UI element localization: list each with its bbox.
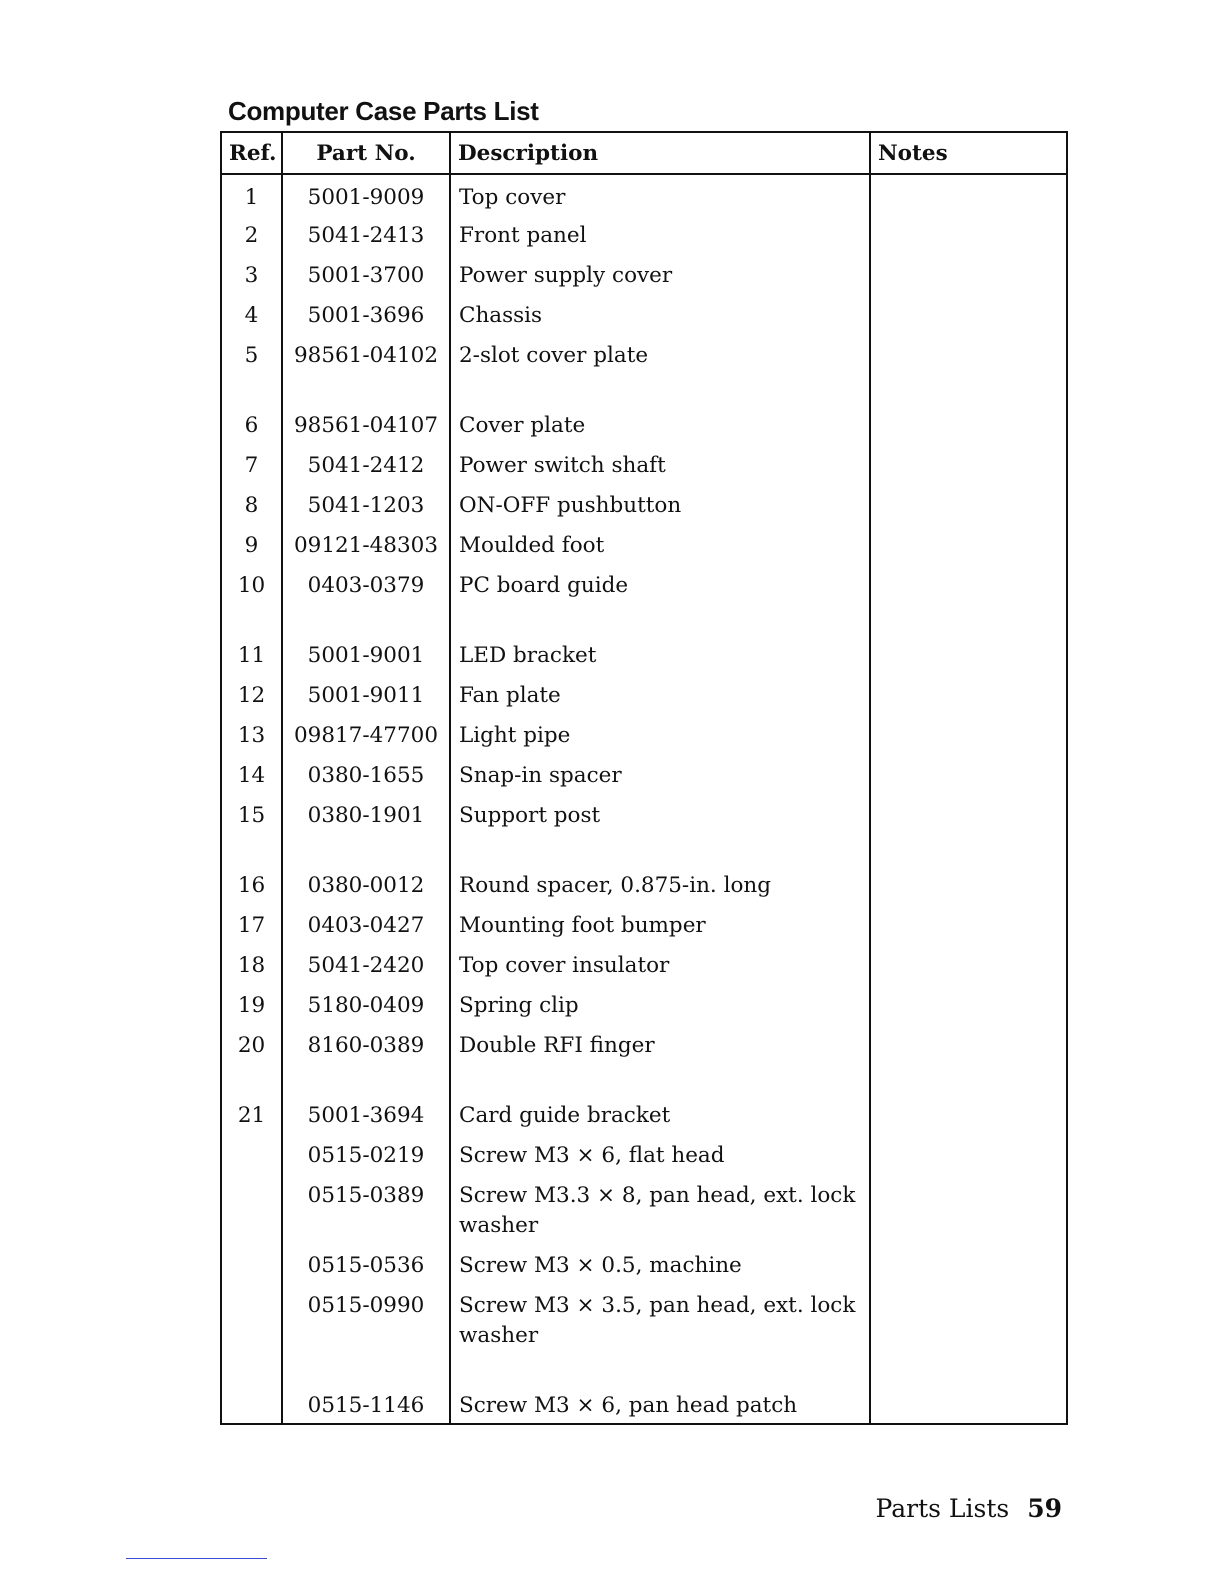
table-row [221,944,1067,984]
cell-description: Snap-in spacer [450,754,870,794]
cell-description: Mounting foot bumper [450,904,870,944]
cell-part-no: 5180-0409 [282,984,450,1024]
cell-part-no: 0515-0389 [282,1174,450,1244]
footer-section: Parts Lists [875,1494,1010,1523]
cell-description: Support post [450,794,870,834]
table-row [221,254,1067,294]
cell-ref: 8 [221,484,282,524]
cell-ref: 14 [221,754,282,794]
cell-description: Top cover [450,174,870,214]
table-row [221,564,1067,604]
cell-notes [870,524,1067,564]
cell-notes [870,374,1067,444]
cell-ref [221,1384,282,1424]
cell-part-no: 5041-2412 [282,444,450,484]
cell-part-no: 98561-04107 [282,374,450,444]
table-row [221,1174,1067,1244]
cell-ref [221,1284,282,1384]
cell-ref: 7 [221,444,282,484]
cell-notes [870,484,1067,524]
cell-notes [870,754,1067,794]
cell-notes [870,294,1067,334]
cell-part-no: 98561-04102 [282,334,450,374]
cell-notes [870,714,1067,754]
header-notes: Notes [870,132,1067,174]
cell-part-no: 0403-0379 [282,564,450,604]
cell-notes [870,1284,1067,1384]
cell-description: Cover plate [450,374,870,444]
cell-ref: 21 [221,1064,282,1134]
cell-description: Power switch shaft [450,444,870,484]
header-description: Description [450,132,870,174]
table-row [221,834,1067,904]
cell-description: PC board guide [450,564,870,604]
cell-part-no: 5001-3700 [282,254,450,294]
cell-notes [870,1174,1067,1244]
cell-part-no: 5041-1203 [282,484,450,524]
cell-description: Top cover insulator [450,944,870,984]
cell-ref: 12 [221,674,282,714]
cell-description: Fan plate [450,674,870,714]
parts-table [220,131,1068,1425]
cell-description: Power supply cover [450,254,870,294]
table-row [221,674,1067,714]
cell-description: Screw M3 × 0.5, machine [450,1244,870,1284]
page-footer [876,1494,1062,1523]
table-row [221,1064,1067,1134]
cell-part-no: 0515-1146 [282,1384,450,1424]
cell-notes [870,904,1067,944]
cell-notes [870,214,1067,254]
cell-ref: 16 [221,834,282,904]
header-part-no: Part No. [282,132,450,174]
cell-notes [870,444,1067,484]
cell-notes [870,1244,1067,1284]
cell-ref: 13 [221,714,282,754]
cell-description: Round spacer, 0.875-in. long [450,834,870,904]
cell-part-no: 09121-48303 [282,524,450,564]
cell-part-no: 0380-0012 [282,834,450,904]
cell-description: ON-OFF pushbutton [450,484,870,524]
page-number: 59 [1027,1494,1062,1523]
cell-notes [870,334,1067,374]
cell-notes [870,1064,1067,1134]
table-row [221,604,1067,674]
table-row [221,1134,1067,1174]
table-row [221,714,1067,754]
cell-ref: 2 [221,214,282,254]
cell-description: LED bracket [450,604,870,674]
cell-ref [221,1244,282,1284]
table-row [221,294,1067,334]
table-row [221,484,1067,524]
table-row [221,334,1067,374]
cell-ref: 20 [221,1024,282,1064]
cell-part-no: 5001-9009 [282,174,450,214]
cell-notes [870,604,1067,674]
table-row [221,444,1067,484]
cell-part-no: 0515-0990 [282,1284,450,1384]
cell-description: Screw M3 × 6, flat head [450,1134,870,1174]
cell-part-no: 09817-47700 [282,714,450,754]
cell-part-no: 0403-0427 [282,904,450,944]
cell-part-no: 5041-2420 [282,944,450,984]
cell-ref: 6 [221,374,282,444]
table-row [221,904,1067,944]
table-row [221,984,1067,1024]
table-row [221,374,1067,444]
table-row [221,524,1067,564]
cell-notes [870,1024,1067,1064]
cell-description: Light pipe [450,714,870,754]
cell-notes [870,674,1067,714]
cell-ref: 17 [221,904,282,944]
cell-part-no: 0380-1901 [282,794,450,834]
table-row [221,754,1067,794]
cell-ref: 18 [221,944,282,984]
cell-notes [870,984,1067,1024]
cell-part-no: 5041-2413 [282,214,450,254]
cell-description: Screw M3 × 6, pan head patch [450,1384,870,1424]
cell-description: Screw M3.3 × 8, pan head, ext. lock washer [450,1174,870,1244]
table-row [221,1284,1067,1384]
cell-ref [221,1174,282,1244]
cell-part-no: 5001-9011 [282,674,450,714]
table-row [221,794,1067,834]
cell-ref: 19 [221,984,282,1024]
cell-part-no: 0515-0536 [282,1244,450,1284]
cell-description: Moulded foot [450,524,870,564]
cell-notes [870,944,1067,984]
cell-ref: 3 [221,254,282,294]
cell-ref: 15 [221,794,282,834]
table-row [221,174,1067,214]
cell-notes [870,794,1067,834]
cell-part-no: 0515-0219 [282,1134,450,1174]
cell-part-no: 5001-3696 [282,294,450,334]
cell-ref: 1 [221,174,282,214]
cell-description: Spring clip [450,984,870,1024]
cell-description: Front panel [450,214,870,254]
cell-ref: 11 [221,604,282,674]
cell-notes [870,1384,1067,1424]
cell-part-no: 0380-1655 [282,754,450,794]
cell-ref: 4 [221,294,282,334]
cell-ref [221,1134,282,1174]
cell-description: Double RFI finger [450,1024,870,1064]
cell-description: Chassis [450,294,870,334]
cell-notes [870,564,1067,604]
page-title: Computer Case Parts List [228,96,539,126]
table-row [221,1244,1067,1284]
table-header-row [221,132,1067,174]
table-row [221,214,1067,254]
bottom-rule [126,1558,267,1559]
cell-ref: 5 [221,334,282,374]
cell-notes [870,174,1067,214]
cell-part-no: 5001-9001 [282,604,450,674]
header-ref: Ref. [221,132,282,174]
cell-description: 2-slot cover plate [450,334,870,374]
cell-description: Screw M3 × 3.5, pan head, ext. lock washer [450,1284,870,1384]
cell-part-no: 5001-3694 [282,1064,450,1134]
cell-part-no: 8160-0389 [282,1024,450,1064]
table-row [221,1024,1067,1064]
table-row [221,1384,1067,1424]
cell-notes [870,254,1067,294]
cell-ref: 10 [221,564,282,604]
cell-notes [870,1134,1067,1174]
cell-ref: 9 [221,524,282,564]
cell-notes [870,834,1067,904]
cell-description: Card guide bracket [450,1064,870,1134]
